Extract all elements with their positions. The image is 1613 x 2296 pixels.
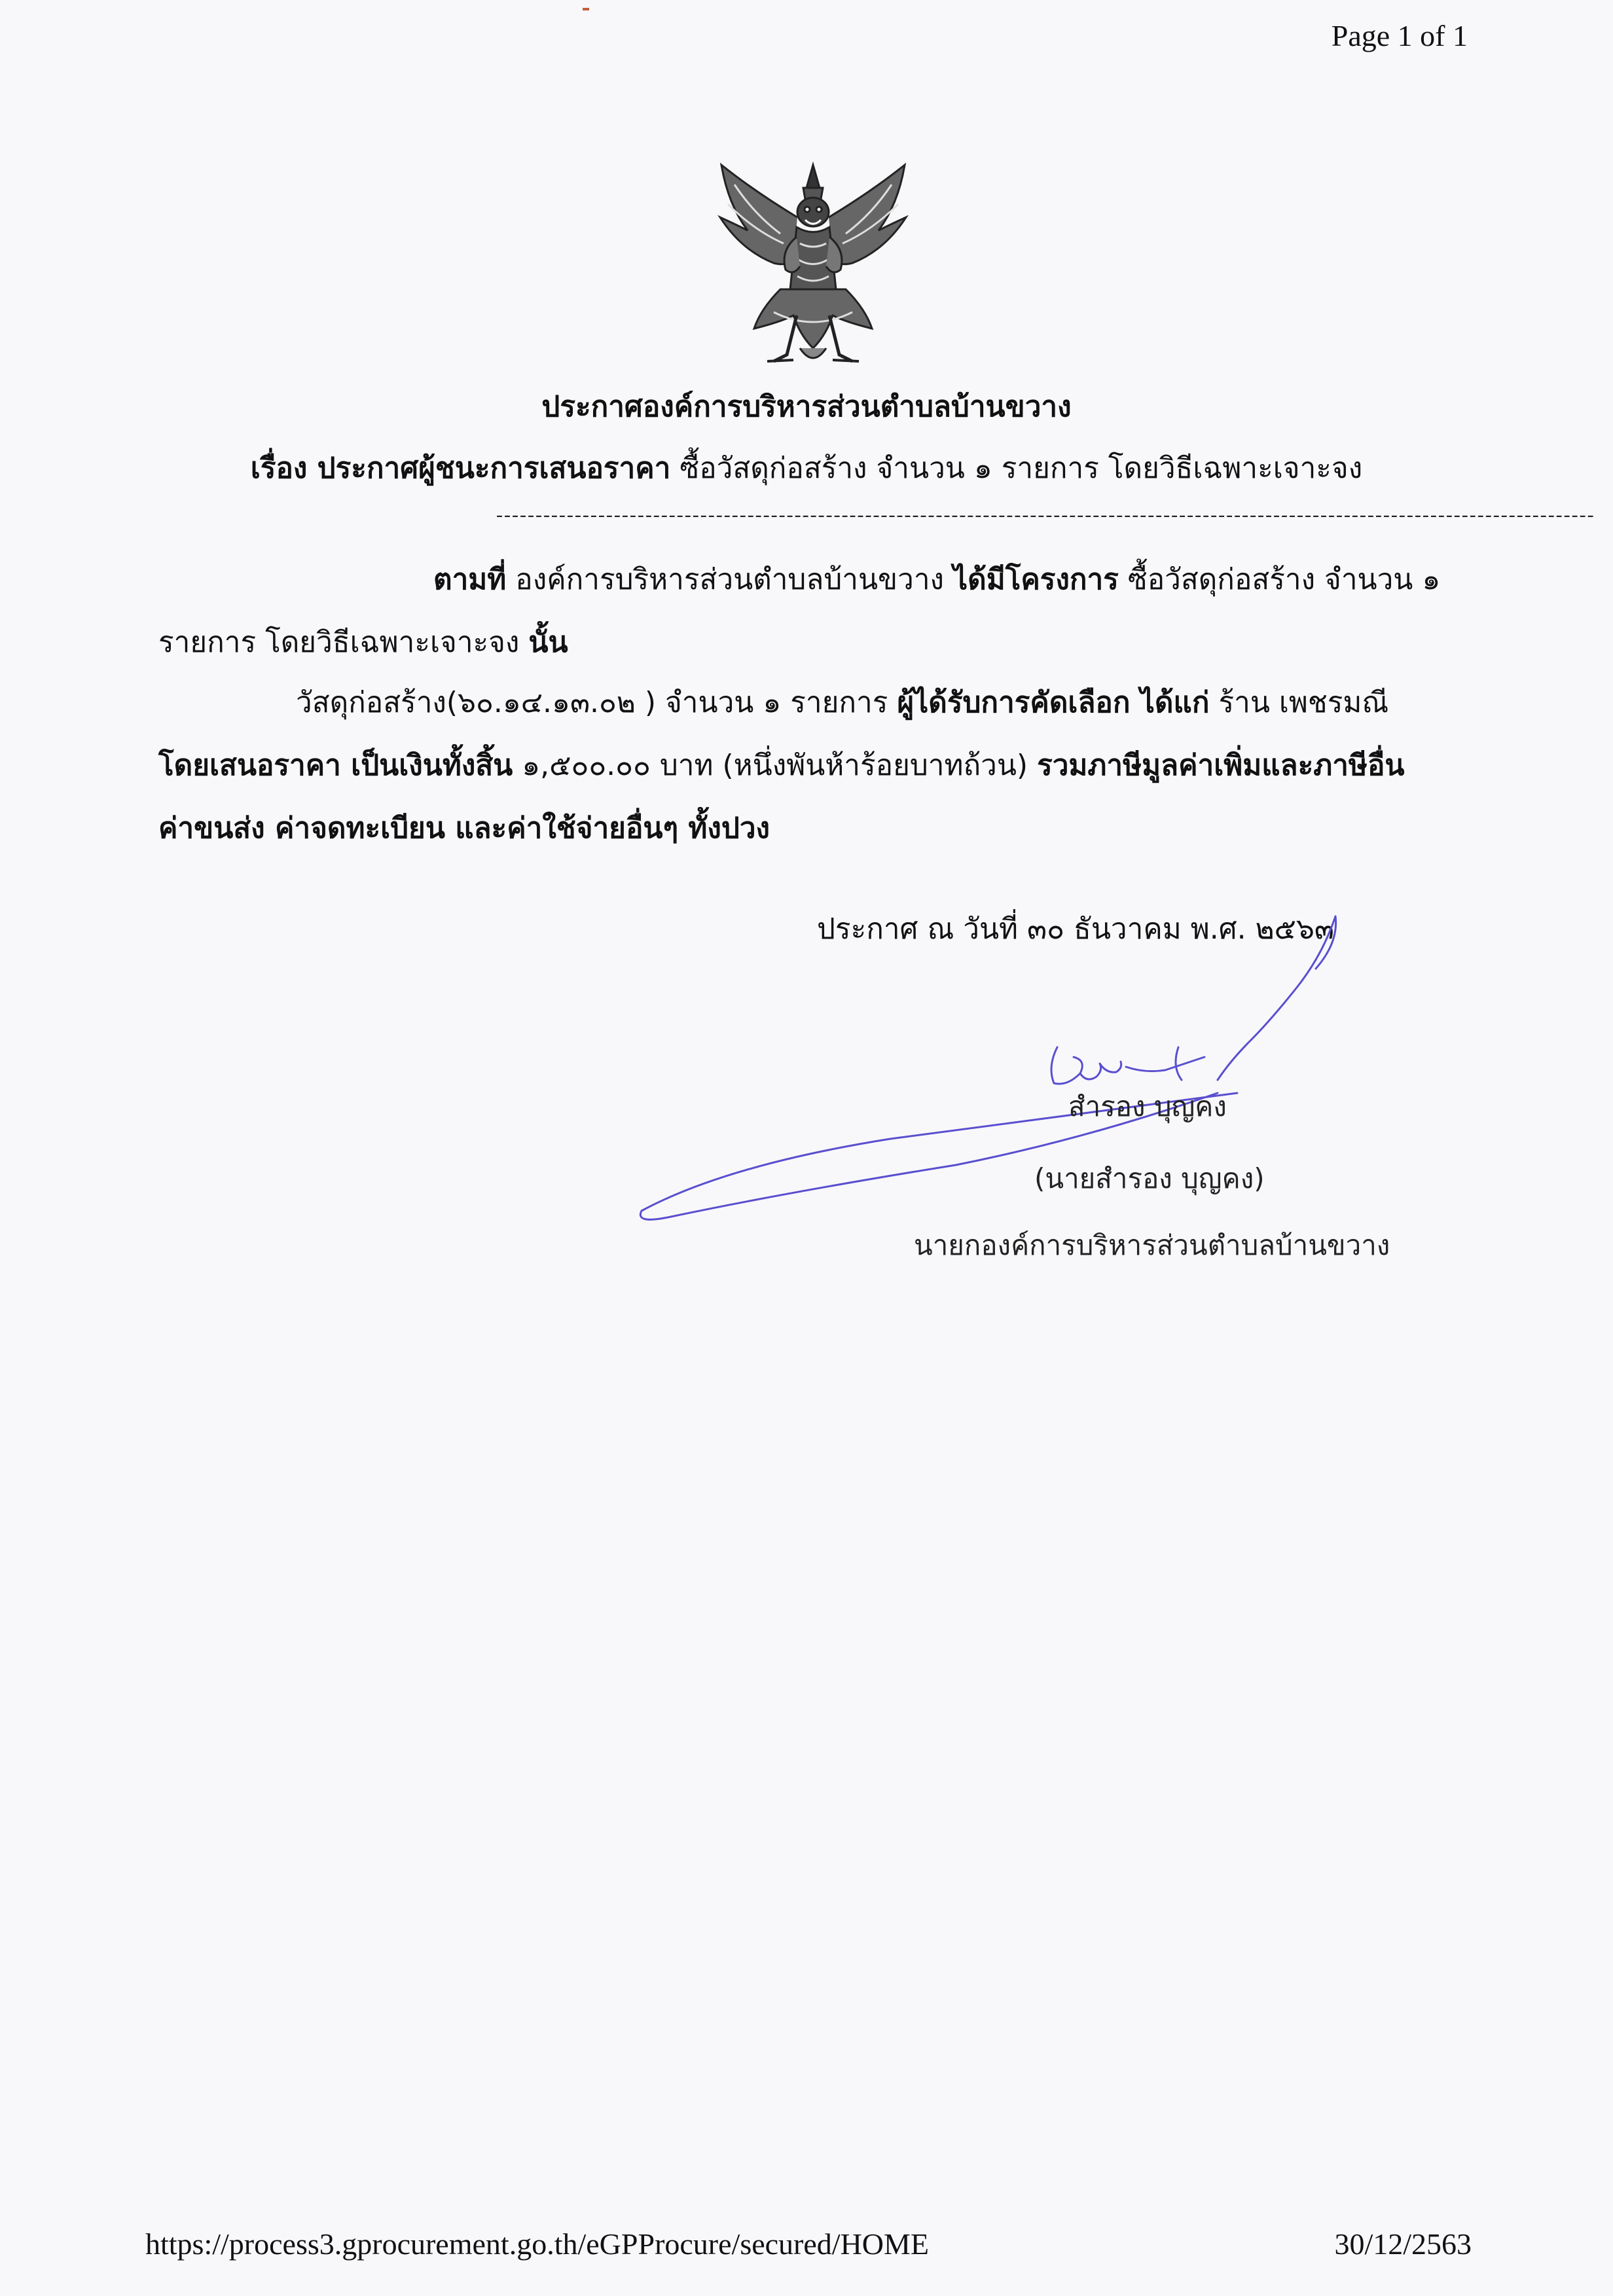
para2-winner-label: ผู้ได้รับการคัดเลือก ได้แก่ <box>897 686 1210 719</box>
divider-line: -------------------------------------------------------------------------------------------------------------------------------------------- <box>496 504 1595 526</box>
para2-winner: ร้าน เพชรมณี <box>1209 686 1389 719</box>
date-label: ประกาศ ณ วันที่ <box>817 912 1019 946</box>
para2-item: วัสดุก่อสร้าง(๖๐.๑๔.๑๓.๐๒ ) จำนวน ๑ รายการ <box>296 686 897 719</box>
subject-label: เรื่อง ประกาศผู้ชนะการเสนอราคา <box>250 452 671 485</box>
paragraph-intro <box>158 548 1441 674</box>
signatory-name: สำรอง บุญคง <box>1068 1090 1227 1122</box>
para2-tax: รวมภาษีมูลค่าเพิ่มและภาษีอื่น ค่าขนส่ง ค่าจดทะเบียน และค่าใช้จ่ายอื่นๆ ทั้งปวง <box>158 749 1405 845</box>
footer-url: https://process3.gprocurement.go.th/eGPProcure/secured/HOME <box>145 2227 930 2261</box>
para1-org: องค์การบริหารส่วนตำบลบ้านขวาง <box>506 563 954 596</box>
page-number: Page 1 of 1 <box>1331 19 1468 52</box>
announcement-subject <box>0 445 1613 491</box>
announcement-title: ประกาศองค์การบริหารส่วนตำบลบ้านขวาง <box>541 390 1072 423</box>
garuda-emblem-icon <box>708 152 918 381</box>
para1-end: นั้น <box>528 626 568 659</box>
scan-mark <box>583 8 589 10</box>
para1-mid: ได้มีโครงการ <box>953 563 1119 596</box>
para2-amount: ๑,๕๐๐.๐๐ บาท (หนึ่งพันห้าร้อยบาทถ้วน) <box>513 749 1038 782</box>
subject-text: ซื้อวัสดุก่อสร้าง จำนวน ๑ รายการ โดยวิธีเฉพาะเจาะจง <box>670 452 1363 485</box>
date-value: ๓๐ ธันวาคม พ.ศ. ๒๕๖๓ <box>1018 912 1334 946</box>
para1-project: ซื้อวัสดุก่อสร้าง จำนวน ๑ รายการ โดยวิธีเฉพาะเจาะจง <box>158 563 1441 659</box>
signatory-full-name: (นายสำรอง บุญคง) <box>1034 1162 1265 1194</box>
para1-lead: ตามที่ <box>433 563 507 596</box>
paragraph-winner <box>158 672 1441 860</box>
para2-offer-label: โดยเสนอราคา เป็นเงินทั้งสิ้น <box>158 749 513 782</box>
signatory-position: นายกองค์การบริหารส่วนตำบลบ้านขวาง <box>914 1229 1390 1261</box>
footer-date: 30/12/2563 <box>1334 2227 1472 2261</box>
